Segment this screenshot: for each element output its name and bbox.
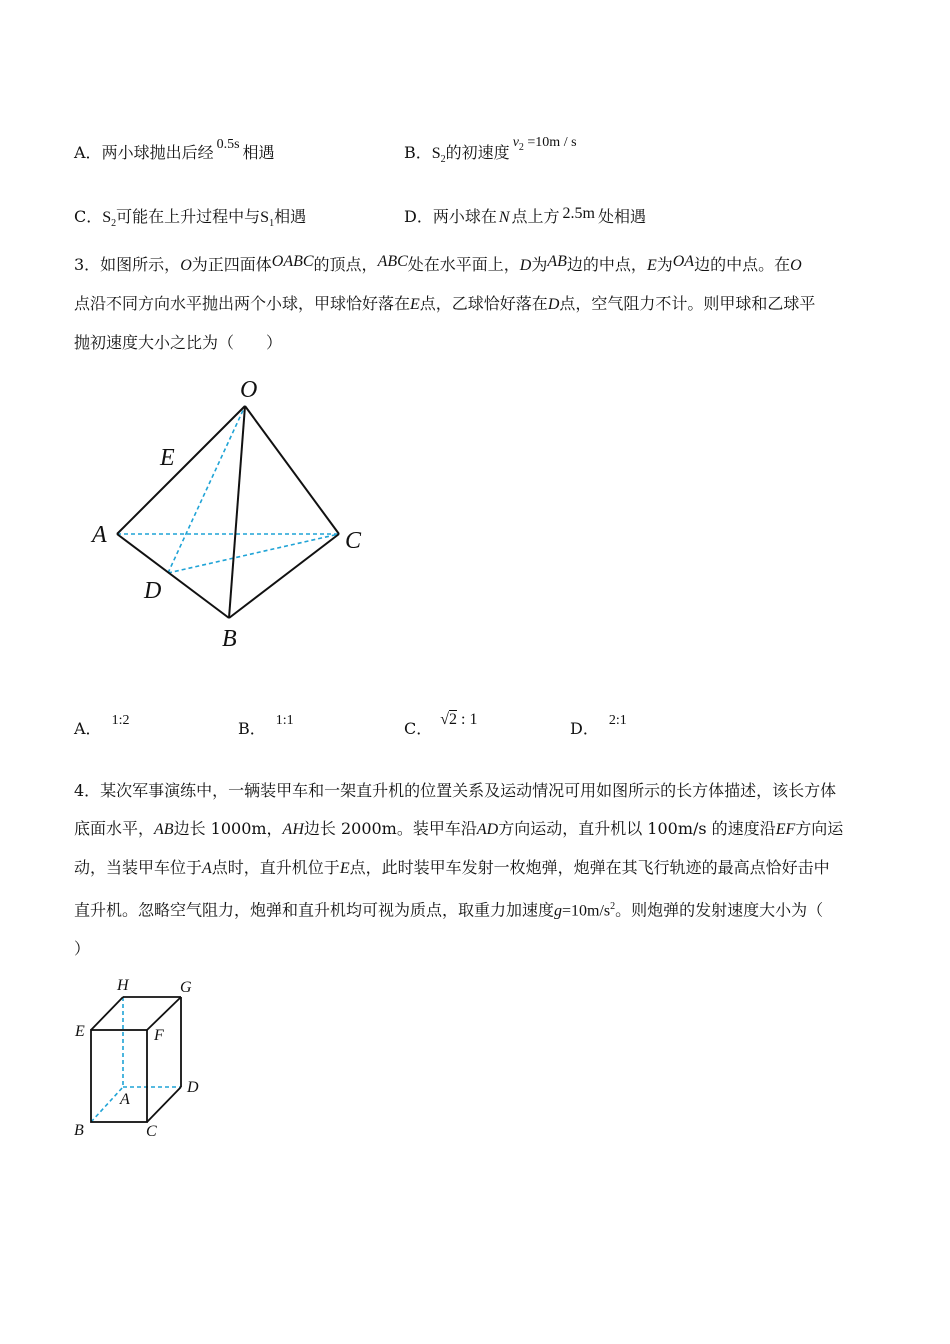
edge-ba-dashed — [91, 1087, 123, 1122]
edge-fg — [147, 997, 181, 1030]
label-d: D — [144, 578, 162, 604]
q2-option-c-text2: 相遇 — [274, 207, 307, 226]
q2-option-d-text1: 两小球在 — [432, 207, 497, 226]
q3-option-d-letter: D． — [570, 719, 599, 738]
q4-text-2e: 方向运 — [795, 819, 844, 838]
q2-option-d-letter: D． — [404, 207, 433, 226]
label-e: E — [160, 445, 175, 471]
q3-option-a — [74, 713, 130, 739]
q3-option-b — [238, 713, 294, 739]
q4-text-2a: 底面水平， — [74, 819, 155, 838]
q2-option-d-text2: 点上方 — [511, 207, 560, 226]
q2-option-b — [404, 135, 577, 166]
label-b: B — [74, 1122, 84, 1139]
q4-text-2d: 方向运动，直升机以 100m/s 的速度沿 — [498, 819, 776, 838]
q2-option-a-text1: 两小球抛出后经 — [101, 143, 214, 162]
q3-option-d-value: 2:1 — [608, 713, 627, 728]
q2-option-a-letter: A． — [74, 143, 102, 162]
q4-text-3b: 点时，直升机位于 — [211, 858, 340, 877]
q3-text-2c: 点，空气阻力不计。则甲球和乙球平 — [559, 294, 816, 313]
q3-text-1b: 为正四面体 — [191, 255, 272, 274]
q4-g: g — [554, 902, 563, 920]
sqrt-symbol: √ — [440, 711, 450, 728]
q3-option-a-value: 1:2 — [111, 713, 130, 728]
q4-text-5: ） — [74, 939, 91, 959]
q4-text-4a: 直升机。忽略空气阻力，炮弹和直升机均可视为质点，取重力加速度 — [74, 900, 555, 920]
q2-option-c-sub2: 1 — [269, 218, 275, 230]
label-g: G — [180, 979, 192, 996]
label-c: C — [345, 528, 362, 554]
q3-text-1e: 为 — [531, 255, 548, 274]
q4-a: A — [202, 860, 212, 877]
q4-ef: EF — [775, 821, 796, 838]
label-b: B — [222, 626, 237, 652]
q4-text-1: 4．某次军事演练中，一辆装甲车和一架直升机的位置关系及运动情况可用如图所示的长方体描述，该长方体 — [74, 781, 837, 800]
q4-e: E — [339, 860, 350, 877]
q3-e2: E — [410, 296, 420, 313]
q3-abc: ABC — [377, 253, 408, 270]
label-h: H — [117, 977, 129, 994]
front-face — [91, 1030, 147, 1122]
q2-option-c-letter: C． — [74, 207, 103, 226]
edge-ab — [117, 534, 229, 618]
q3-text-1d: 处在水平面上， — [407, 255, 520, 274]
q4-text-4b: =10m/s — [562, 902, 611, 920]
q3-text-1f: 边的中点， — [566, 255, 647, 274]
q4-ad: AD — [476, 821, 499, 838]
q4-ab: AB — [154, 821, 174, 838]
q2-option-c-s2: S — [260, 209, 270, 226]
label-a: A — [92, 522, 107, 548]
label-f: F — [154, 1027, 164, 1044]
q3-o: O — [180, 257, 192, 274]
q2-option-b-sub: 2 — [440, 154, 446, 166]
q4-text-3a: 动，当装甲车位于 — [74, 858, 203, 877]
q3-text-1h: 边的中点。在 — [694, 255, 791, 274]
q4-text-2b: 边长 1000m， — [173, 819, 283, 838]
q2-option-b-letter: B． — [404, 143, 432, 162]
q3-option-c-value: : 1 — [461, 711, 478, 728]
q3-stem — [74, 246, 874, 362]
edge-eh — [91, 997, 123, 1030]
edge-ob — [229, 406, 245, 618]
q3-option-a-letter: A． — [74, 719, 102, 738]
q3-o2: O — [790, 257, 802, 274]
q3-option-b-value: 1:1 — [275, 713, 294, 728]
q2-option-b-v: v — [512, 135, 519, 150]
q2-option-b-s: S — [431, 145, 441, 162]
q3-text-1c: 的顶点， — [313, 255, 378, 274]
edge-cb — [229, 534, 339, 618]
q3-option-c-letter: C． — [404, 719, 433, 738]
q2-option-c-sub1: 2 — [111, 218, 117, 230]
tetrahedron-figure — [80, 370, 380, 660]
q2-option-b-vsub: 2 — [518, 141, 524, 153]
q3-text-2b: 点，乙球恰好落在 — [419, 294, 548, 313]
edge-oa — [117, 406, 245, 534]
q3-text-3: 抛初速度大小之比为（ ） — [74, 333, 283, 352]
q4-ah: AH — [282, 821, 304, 838]
q4-text-3c: 点，此时装甲车发射一枚炮弹，炮弹在其飞行轨迹的最高点恰好击中 — [349, 858, 830, 877]
edge-cd — [147, 1087, 181, 1122]
q4-text-2c: 边长 2000m。装甲车沿 — [303, 819, 477, 838]
q2-option-c-text1: 可能在上升过程中与 — [116, 207, 261, 226]
label-d: D — [187, 1079, 199, 1096]
q3-e: E — [646, 257, 657, 274]
q4-text-4c: 。则炮弹的发射速度大小为（ — [615, 900, 824, 920]
q3-option-d — [570, 713, 627, 739]
q3-text-1a: 3．如图所示， — [74, 255, 181, 274]
q3-option-b-letter: B． — [238, 719, 266, 738]
q2-option-a-text2: 相遇 — [242, 143, 275, 162]
q4-stem — [74, 772, 874, 968]
q3-text-1g: 为 — [656, 255, 673, 274]
q3-ab: AB — [547, 253, 567, 270]
label-c: C — [146, 1123, 157, 1140]
q2-option-a-math: 0.5s — [216, 137, 240, 152]
label-e: E — [75, 1023, 85, 1040]
q2-option-c — [74, 204, 306, 229]
q3-option-c-root: 2 — [449, 711, 458, 728]
q2-option-d-n: N — [498, 209, 510, 226]
q3-text-2a: 点沿不同方向水平抛出两个小球，甲球恰好落在 — [74, 294, 411, 313]
q2-option-b-math: =10m / s — [527, 135, 577, 150]
edge-oc — [245, 406, 339, 534]
q2-option-b-text1: 的初速度 — [445, 143, 510, 162]
label-o: O — [240, 377, 258, 403]
q2-option-d — [404, 204, 646, 227]
q2-option-a — [74, 137, 275, 163]
q3-oabc: OABC — [271, 253, 314, 270]
q3-d: D — [519, 257, 532, 274]
q3-option-c — [404, 711, 478, 739]
label-a: A — [120, 1091, 130, 1108]
cuboid-figure — [70, 970, 220, 1150]
q4-sq: 2 — [610, 901, 616, 912]
q2-option-d-text3: 处相遇 — [598, 207, 647, 226]
q3-oa: OA — [672, 253, 695, 270]
q2-option-d-math: 2.5m — [562, 205, 595, 222]
q2-option-c-s1: S — [102, 209, 112, 226]
q3-d2: D — [547, 296, 560, 313]
